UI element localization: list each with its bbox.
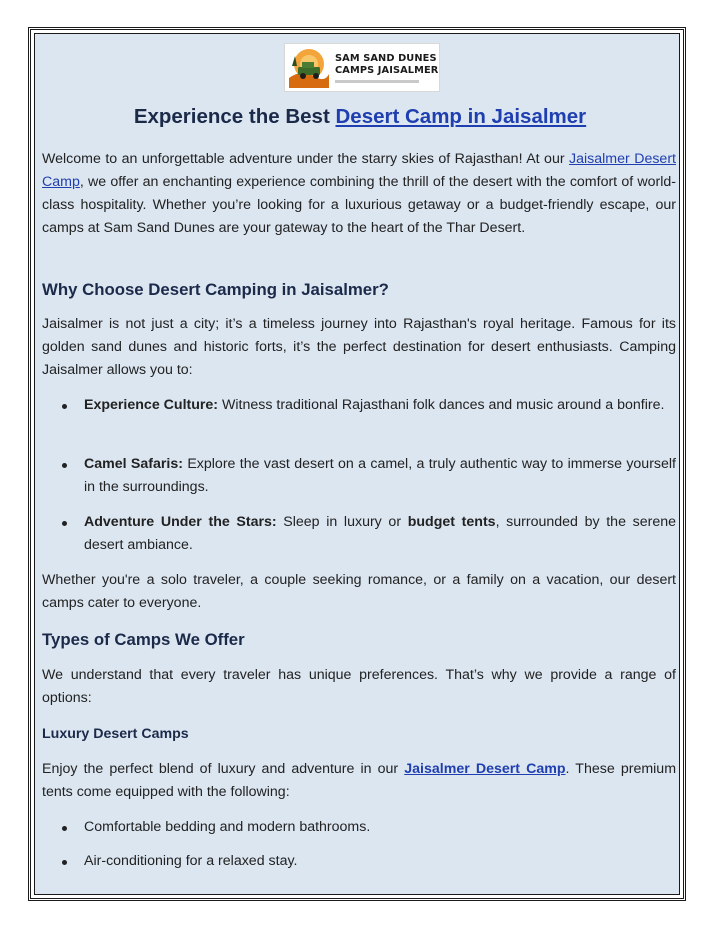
page-title <box>0 105 720 129</box>
logo-line-1: SAM SAND DUNES <box>335 52 437 64</box>
bullet-icon <box>62 860 67 865</box>
title-prefix: Experience the Best <box>133 105 336 128</box>
bullet-bold: Experience Culture: <box>84 397 219 413</box>
logo-line-2: CAMPS JAISALMER <box>335 64 439 76</box>
logo-tagline <box>335 80 419 83</box>
list-item-text <box>84 453 676 499</box>
intro-text-2: , we offer an enchanting experience combining the thrill of the desert with the comfort of world-class hospitality. Whether you’re looking for a luxurious getaway or a budget-friendly escape, our camps at Sam Sand Dunes are your gateway to the heart of the Thar Desert. <box>42 174 676 236</box>
list-item-text: Air-conditioning for a relaxed stay. <box>84 853 298 869</box>
why-heading: Why Choose Desert Camping in Jaisalmer? <box>42 280 389 299</box>
bullet-icon <box>62 404 67 409</box>
bullet-icon <box>62 463 67 468</box>
list-item-text: Comfortable bedding and modern bathrooms. <box>84 819 371 835</box>
intro-link[interactable]: Jaisalmer Desert Camp <box>42 151 676 190</box>
bullet-icon <box>62 521 67 526</box>
bullet-bold: Camel Safaris: <box>84 456 183 472</box>
types-paragraph: We understand that every traveler has unique preferences. That’s why we provide a range of options: <box>42 667 676 706</box>
company-logo <box>284 43 440 92</box>
why-paragraph: Jaisalmer is not just a city; it’s a timeless journey into Rajasthan's royal heritage. Famous for its golden sand dunes and historic forts, it’s the perfect destination for desert enthusiasts. Camping Jaisalmer allows you to: <box>42 316 676 378</box>
bullet-text: Explore the vast desert on a camel, a truly authentic way to immerse yourself in the surroundings. <box>84 456 676 495</box>
bullet-text: Witness traditional Rajasthani folk dances and music around a bonfire. <box>218 397 665 413</box>
luxury-text-1: Enjoy the perfect blend of luxury and adventure in our <box>42 761 405 777</box>
types-heading: Types of Camps We Offer <box>42 630 245 649</box>
luxury-heading: Luxury Desert Camps <box>42 726 189 742</box>
luxury-paragraph <box>42 758 676 804</box>
bullet-icon <box>62 826 67 831</box>
title-link[interactable]: Desert Camp in Jaisalmer <box>335 105 587 128</box>
intro-paragraph <box>42 148 676 240</box>
bullet-text: Sleep in luxury or <box>276 514 408 530</box>
bullet-bold: Adventure Under the Stars: <box>84 514 277 530</box>
list-item-text <box>84 511 676 557</box>
logo-text <box>335 53 438 83</box>
luxury-text-2: . These premium tents come equipped with the following: <box>42 761 677 800</box>
bullet-bold-inline: budget tents <box>407 514 496 530</box>
why-closing-paragraph: Whether you're a solo traveler, a couple seeking romance, or a family on a vacation, our desert camps cater to everyone. <box>42 572 676 611</box>
list-item-text <box>84 394 676 417</box>
desert-jeep-icon <box>289 47 329 88</box>
luxury-link[interactable]: Jaisalmer Desert Camp <box>404 761 566 777</box>
bullet-text-after: , surrounded by the serene desert ambiance. <box>84 514 676 553</box>
intro-text-1: Welcome to an unforgettable adventure under the starry skies of Rajasthan! At our <box>42 151 570 167</box>
